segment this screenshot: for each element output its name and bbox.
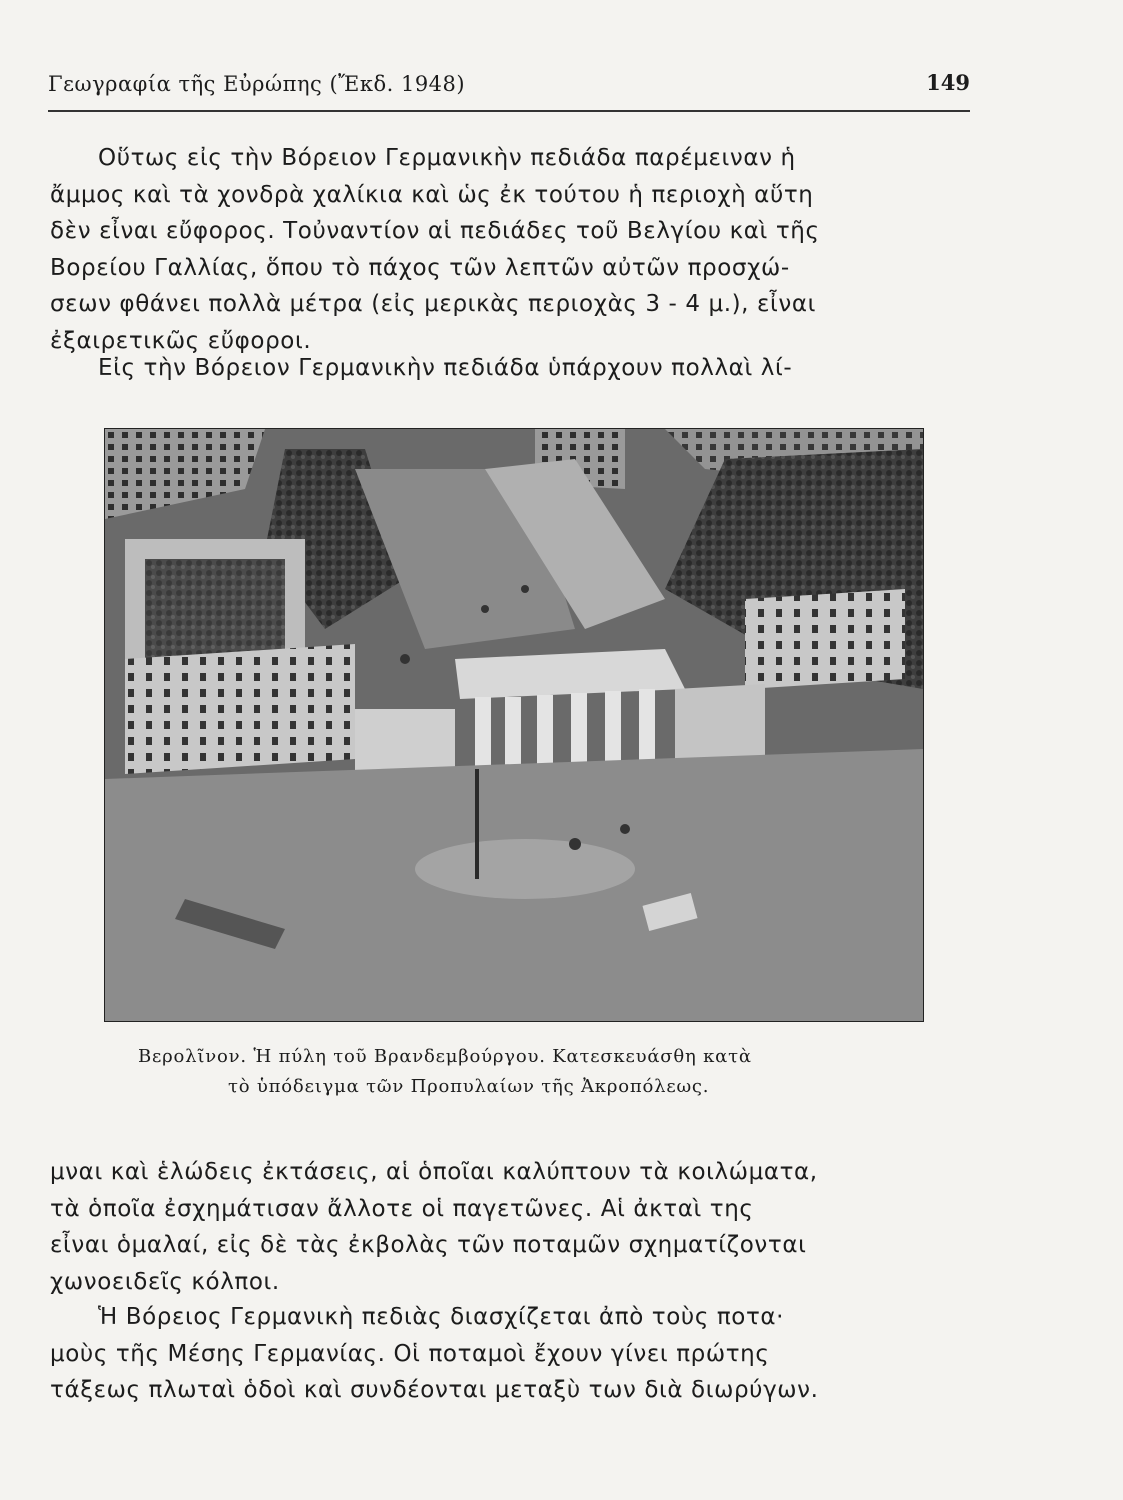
text-line: τὰ ὁποῖα ἐσχημάτισαν ἄλλοτε οἱ παγετῶνες. Αἱ ἀκταὶ της (50, 1195, 754, 1222)
text-line: Εἰς τὴν Βόρειον Γερμανικὴν πεδιάδα ὑπάρχουν πολλαὶ λί- (98, 355, 793, 381)
paragraph-4 (50, 1299, 975, 1409)
header-title: Γεωγραφία τῆς Εὐρώπης (Ἔκδ. 1948) (48, 72, 466, 96)
text-line: μοὺς τῆς Μέσης Γερμανίας. Οἱ ποταμοὶ ἔχουν γίνει πρώτης (50, 1340, 770, 1367)
paragraph-2 (50, 350, 975, 387)
figure-caption (138, 1042, 898, 1102)
text-line: τάξεως πλωταὶ ὁδοὶ καὶ συνδέονται μεταξὺ των διὰ διωρύγων. (50, 1377, 819, 1403)
caption-line: τὸ ὑπόδειγμα τῶν Προπυλαίων τῆς Ἀκροπόλεως. (228, 1076, 710, 1097)
paragraph-1 (50, 140, 975, 359)
paragraph-3 (50, 1154, 975, 1300)
page-number: 149 (926, 70, 970, 95)
caption-line: Βερολῖνον. Ἡ πύλη τοῦ Βρανδεμβούργου. Κατεσκευάσθη κατὰ (138, 1046, 752, 1067)
text-line: δὲν εἶναι εὔφορος. Τοὐναντίον αἱ πεδιάδες τοῦ Βελγίου καὶ τῆς (50, 218, 820, 244)
text-line: Οὕτως εἰς τὴν Βόρειον Γερμανικὴν πεδιάδα παρέμειναν ἡ (98, 145, 796, 171)
text-line: Ἡ Βόρειος Γερμανικὴ πεδιὰς διασχίζεται ἀπὸ τοὺς ποτα· (98, 1304, 785, 1330)
text-line: ἄμμος καὶ τὰ χονδρὰ χαλίκια καὶ ὡς ἐκ τούτου ἡ περιοχὴ αὕτη (50, 181, 814, 208)
aerial-photo-illustration (105, 429, 923, 1021)
photo-brandenburg-gate (104, 428, 924, 1022)
text-line: Βορείου Γαλλίας, ὅπου τὸ πάχος τῶν λεπτῶν αὐτῶν προσχώ- (50, 254, 790, 281)
text-line: σεων φθάνει πολλὰ μέτρα (εἰς μερικὰς περιοχὰς 3 - 4 μ.), εἶναι (50, 291, 817, 317)
header-rule (48, 110, 970, 112)
text-line: χωνοειδεῖς κόλποι. (50, 1268, 280, 1295)
text-line: εἶναι ὁμαλαί, εἰς δὲ τὰς ἐκβολὰς τῶν ποταμῶν σχηματίζονται (50, 1232, 807, 1258)
running-header (48, 72, 970, 102)
text-line: μναι καὶ ἑλώδεις ἐκτάσεις, αἱ ὁποῖαι καλύπτουν τὰ κοιλώματα, (50, 1159, 818, 1185)
text-line: ἐξαιρετικῶς εὔφοροι. (50, 327, 312, 354)
